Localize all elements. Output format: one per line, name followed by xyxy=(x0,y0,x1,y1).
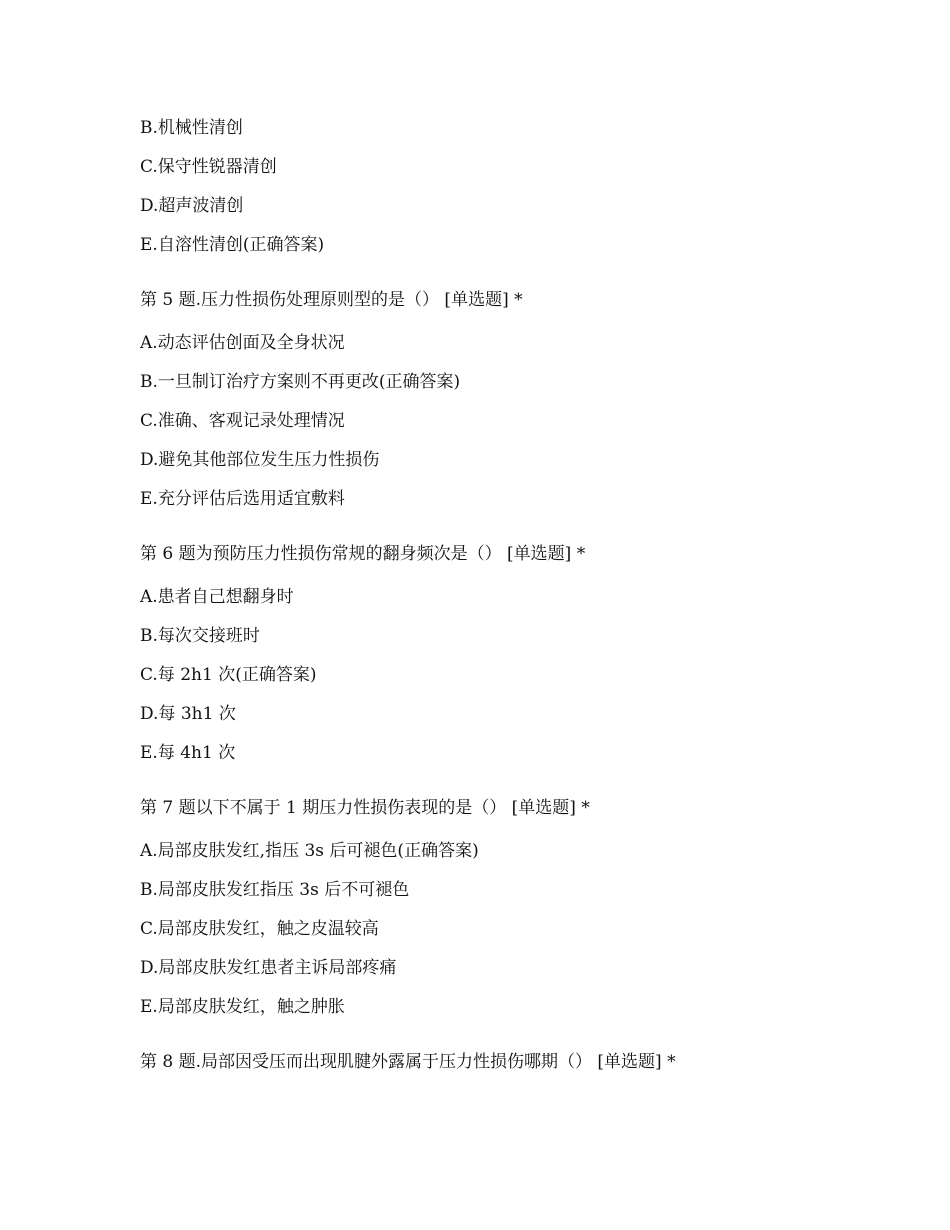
option-5b: B.一旦制订治疗方案则不再更改(正确答案) xyxy=(140,372,461,392)
option-4b: B.机械性清创 xyxy=(140,118,243,138)
option-7d: D.局部皮肤发红患者主诉局部疼痛 xyxy=(140,958,397,978)
option-6b: B.每次交接班时 xyxy=(140,626,260,646)
option-7c: C.局部皮肤发红，触之皮温较高 xyxy=(140,919,379,939)
document-page xyxy=(140,116,900,1093)
option-4d: D.超声波清创 xyxy=(140,196,244,216)
option-6e: E.每 4h1 次 xyxy=(140,743,236,763)
option-5d: D.避免其他部位发生压力性损伤 xyxy=(140,450,380,470)
option-7e: E.局部皮肤发红，触之肿胀 xyxy=(140,997,345,1017)
option-5e: E.充分评估后选用适宜敷料 xyxy=(140,489,345,509)
option-4e: E.自溶性清创(正确答案) xyxy=(140,235,325,255)
option-5c: C.准确、客观记录处理情况 xyxy=(140,411,345,431)
question-8: 第 8 题.局部因受压而出现肌腱外露属于压力性损伤哪期（） [单选题] * xyxy=(140,1052,676,1072)
option-6c: C.每 2h1 次(正确答案) xyxy=(140,665,317,685)
option-4c: C.保守性锐器清创 xyxy=(140,157,277,177)
option-7a: A.局部皮肤发红,指压 3s 后可褪色(正确答案) xyxy=(140,841,479,861)
option-6a: A.患者自己想翻身时 xyxy=(140,587,294,607)
option-7b: B.局部皮肤发红指压 3s 后不可褪色 xyxy=(140,880,410,900)
option-6d: D.每 3h1 次 xyxy=(140,704,236,724)
option-5a: A.动态评估创面及全身状况 xyxy=(140,333,345,353)
question-7: 第 7 题以下不属于 1 期压力性损伤表现的是（） [单选题] * xyxy=(140,798,590,818)
question-6: 第 6 题为预防压力性损伤常规的翻身频次是（） [单选题] * xyxy=(140,544,586,564)
question-5: 第 5 题.压力性损伤处理原则型的是（） [单选题] * xyxy=(140,290,523,310)
